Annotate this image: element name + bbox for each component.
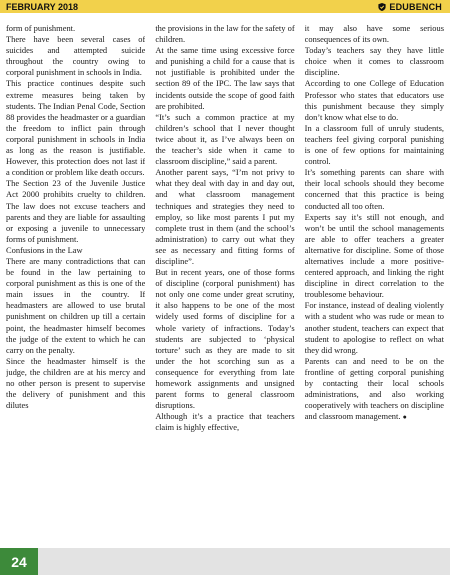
paragraph: At the same time using excessive force and punishing a child for a cause that is not justifiable is prohibited under the section 89 of the IPC. The law says that incidents outside the scope of good faith are prohibited. xyxy=(155,45,295,111)
paragraph: But in recent years, one of those forms of discipline (corporal punishment) has not only one come under great scrutiny, it also happens to be one of the most widely used forms of discipline for a whole variety of infractions. Today’s students are subjected to ‘physical torture’ such as they are made to sit under the hot scorching sun as a consequence for everything from late homework assignments and unsigned parent forms to general classroom disruptions. xyxy=(155,267,295,411)
paragraph: it may also have some serious consequences of its own. xyxy=(304,23,444,45)
paragraph: form of punishment. xyxy=(6,23,76,33)
paragraph: the provisions in the law for the safety of children. xyxy=(155,23,295,45)
paragraph: In a classroom full of unruly students, teachers feel giving corporal punishing is one of few options for maintaining control. xyxy=(304,122,444,167)
paragraph: Another parent says, “I’m not privy to what they deal with day in and day out, and what classroom management techniques and strategies they need to employ, so like most parents I put my complete trust in them (and the school’s administration) to carry out what they see as necessary and fitting forms of discipline”. xyxy=(155,167,295,266)
end-mark: ● xyxy=(402,413,407,422)
paragraph: Since the headmaster himself is the judge, the children are at his mercy and no other person is present to supervise the delivery of punishment and this dilutes xyxy=(6,355,146,411)
column-1 xyxy=(6,23,145,543)
paragraph: It’s something parents can share with their local schools should they become concerned that this practice is being conducted all too often. xyxy=(304,167,444,211)
paragraph: Experts say it’s still not enough, and won’t be until the school managements are able to offer teachers a greater alternative for discipline. Some of those alternatives include a more positive-centered approach, and linking the right discipline in direct correlation to the troublesome behaviour. xyxy=(304,211,444,300)
paragraph: There are many contradictions that can be found in the law pertaining to corporal punishment as this is one of the main issues in the country. If headmasters are allowed to use brutal punishment on children up till a certain point, the headmaster himself becomes the judge of the extent to which he can carry on the penalty. xyxy=(6,255,146,355)
column-3 xyxy=(305,23,444,543)
paragraph: “It’s such a common practice at my children’s school that I never thought twice about it, as I’ve always been on the teacher’s side when it came to classroom discipline,” said a parent. xyxy=(155,111,295,167)
article-columns xyxy=(6,23,444,543)
brand-name: EDUBENCH xyxy=(389,1,442,12)
shield-icon xyxy=(378,3,386,11)
paragraph: Although it’s a practice that teachers claim is highly effective, xyxy=(155,411,295,433)
paragraph: The Section 23 of the Juvenile Justice Act 2000 prohibits cruelty to children. The law does not excuse teachers and parents and they are liable for assaulting or exposing a juvenile to unnecessary forms of punishment. xyxy=(6,178,146,244)
page-footer xyxy=(0,548,450,575)
last-paragraph-text: Parents can and need to be on the frontline of getting corporal punishing by contacting their local schools administrations, and also working cooperatively with teachers on discipline and classroom management. xyxy=(304,355,444,422)
page-header xyxy=(0,0,450,13)
paragraph: For instance, instead of dealing violently with a student who was rude or mean to another student, teachers can expect that student to apologise to reflect on what they did wrong. xyxy=(304,300,444,355)
paragraph: Today’s teachers say they have little choice when it comes to classroom discipline. xyxy=(304,45,444,78)
paragraph: According to one College of Education Professor who states that educators use this punishment because they simply don’t know what else to do. xyxy=(304,78,444,122)
paragraph: This practice continues despite such extreme measures being taken by students. The Indian Penal Code, Section 88 provides the headmaster or a guardian the freedom to inflict pain through corporal punishment in schools in India as long as the reason is justifiable. However, this protection does not last if a condition or problem like death occurs. xyxy=(6,78,146,178)
page-number: 24 xyxy=(0,548,38,575)
paragraph: There have been several cases of suicides and attempted suicide throughout the country owing to corporal punishment in schools in India. xyxy=(6,34,146,78)
section-heading: Confusions in the Law xyxy=(6,244,83,255)
column-2 xyxy=(155,23,294,543)
brand xyxy=(378,2,442,12)
paragraph xyxy=(305,356,444,424)
issue-date: FEBRUARY 2018 xyxy=(6,1,79,12)
